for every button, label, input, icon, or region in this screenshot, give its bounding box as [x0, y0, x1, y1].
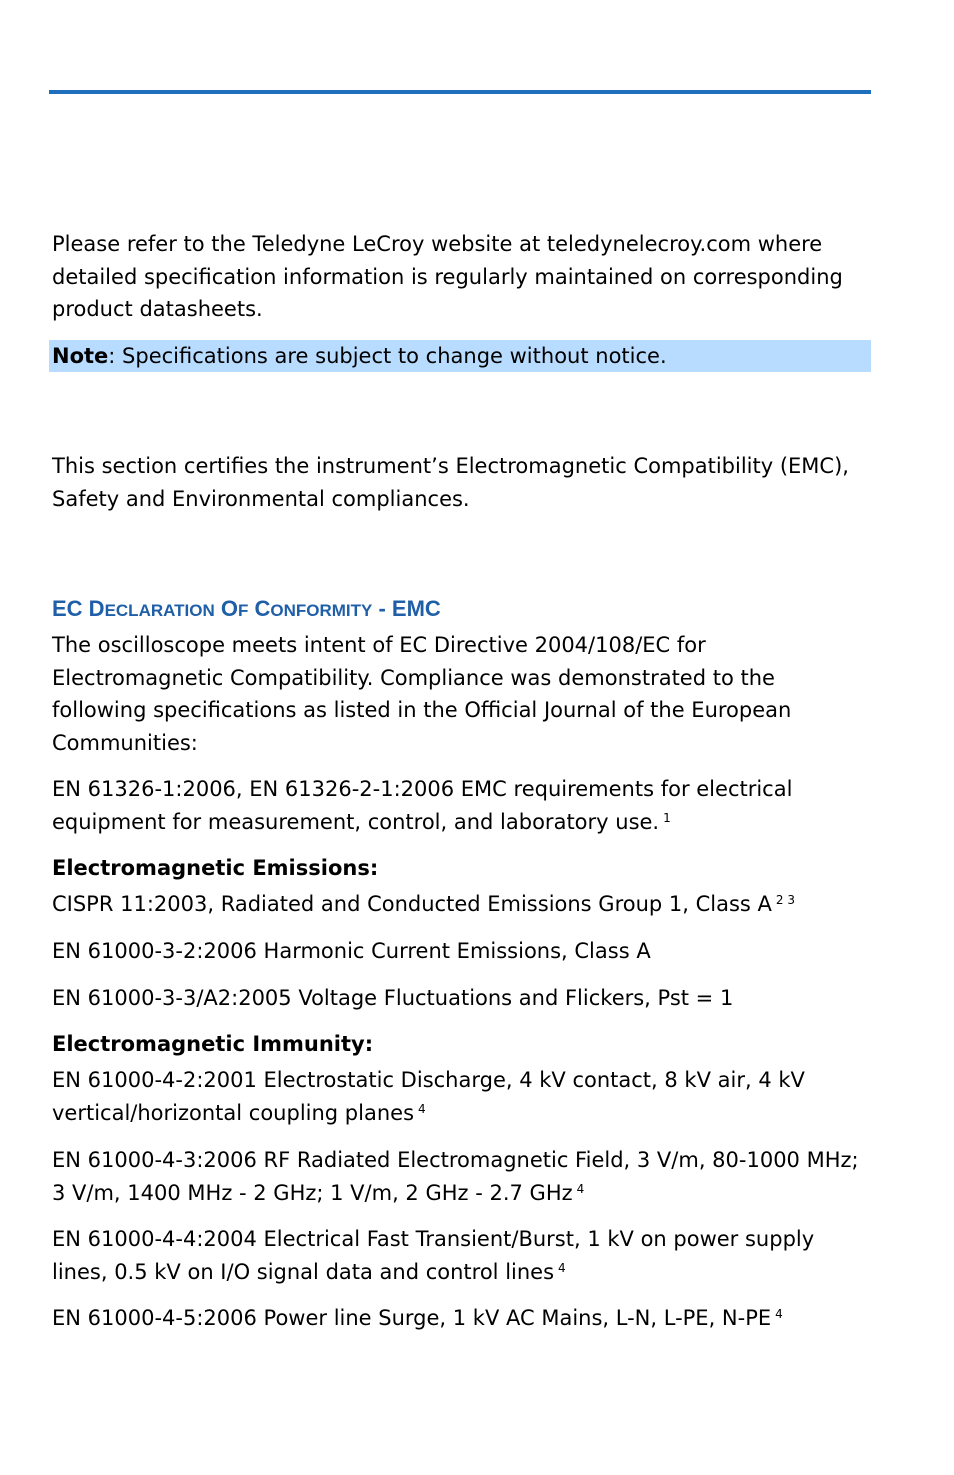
certification-paragraph: This section certifies the instrument’s Electromagnetic Compatibility (EMC), Safety and Environmental compliances.: [52, 454, 849, 511]
immunity-item: EN 61000-4-4:2004 Electrical Fast Transient/Burst, 1 kV on power supply lines, 0.5 kV on I/O signal data and control lines $^4$: [52, 1227, 815, 1284]
immunity-item: EN 61000-4-5:2006 Power line Surge, 1 kV AC Mains, L-N, L-PE, N-PE $^4$: [52, 1306, 783, 1330]
emission-item: EN 61000-3-2:2006 Harmonic Current Emissions, Class A: [52, 939, 651, 963]
note-text: : Specifications are subject to change without notice.: [108, 344, 667, 368]
emission-item: CISPR 11:2003, Radiated and Conducted Emissions Group 1, Class A $^{2 3}$: [52, 892, 795, 916]
immunity-item: EN 61000-4-3:2006 RF Radiated Electromagnetic Field, 3 V/m, 80-1000 MHz; 3 V/m, 1400 MHz - 2 GHz; 1 V/m, 2 GHz - 2.7 GHz $^4$: [52, 1148, 859, 1205]
footnote-ref: 4: [418, 1101, 426, 1116]
intro-paragraph: Please refer to the Teledyne LeCroy website at teledynelecroy.com where detailed specification information is regularly maintained on corresponding product datasheets.: [52, 232, 843, 321]
emissions-heading: Electromagnetic Emissions:: [52, 856, 379, 880]
emission-item: EN 61000-3-3/A2:2005 Voltage Fluctuations and Flickers, Pst = 1: [52, 986, 734, 1010]
footnote-ref: 1: [663, 810, 671, 825]
footnote-ref: 4: [576, 1181, 585, 1196]
immunity-item: EN 61000-4-2:2001 Electrostatic Discharge, 4 kV contact, 8 kV air, 4 kV vertical/horizontal coupling planes $^4$: [52, 1068, 805, 1125]
footnote-ref: 4: [775, 1307, 783, 1321]
immunity-heading: Electromagnetic Immunity:: [52, 1032, 374, 1056]
section-heading: EC DECLARATION OF CONFORMITY - EMC: [52, 596, 441, 621]
note-label: Note: [52, 344, 109, 368]
footnote-ref: 4: [558, 1260, 566, 1275]
emc-directive-paragraph: The oscilloscope meets intent of EC Directive 2004/108/EC for Electromagnetic Compatibility. Compliance was demonstrated to the following specifications as listed in the Official Journal of the European Communities:: [52, 633, 792, 755]
emc-standard-paragraph: EN 61326-1:2006, EN 61326-2-1:2006 EMC requirements for electrical equipment for measurement, control, and laboratory use. $^1$: [52, 777, 793, 834]
note-box: [49, 340, 871, 372]
footnote-ref: 2 3: [775, 893, 795, 907]
header-rule: [49, 90, 871, 94]
